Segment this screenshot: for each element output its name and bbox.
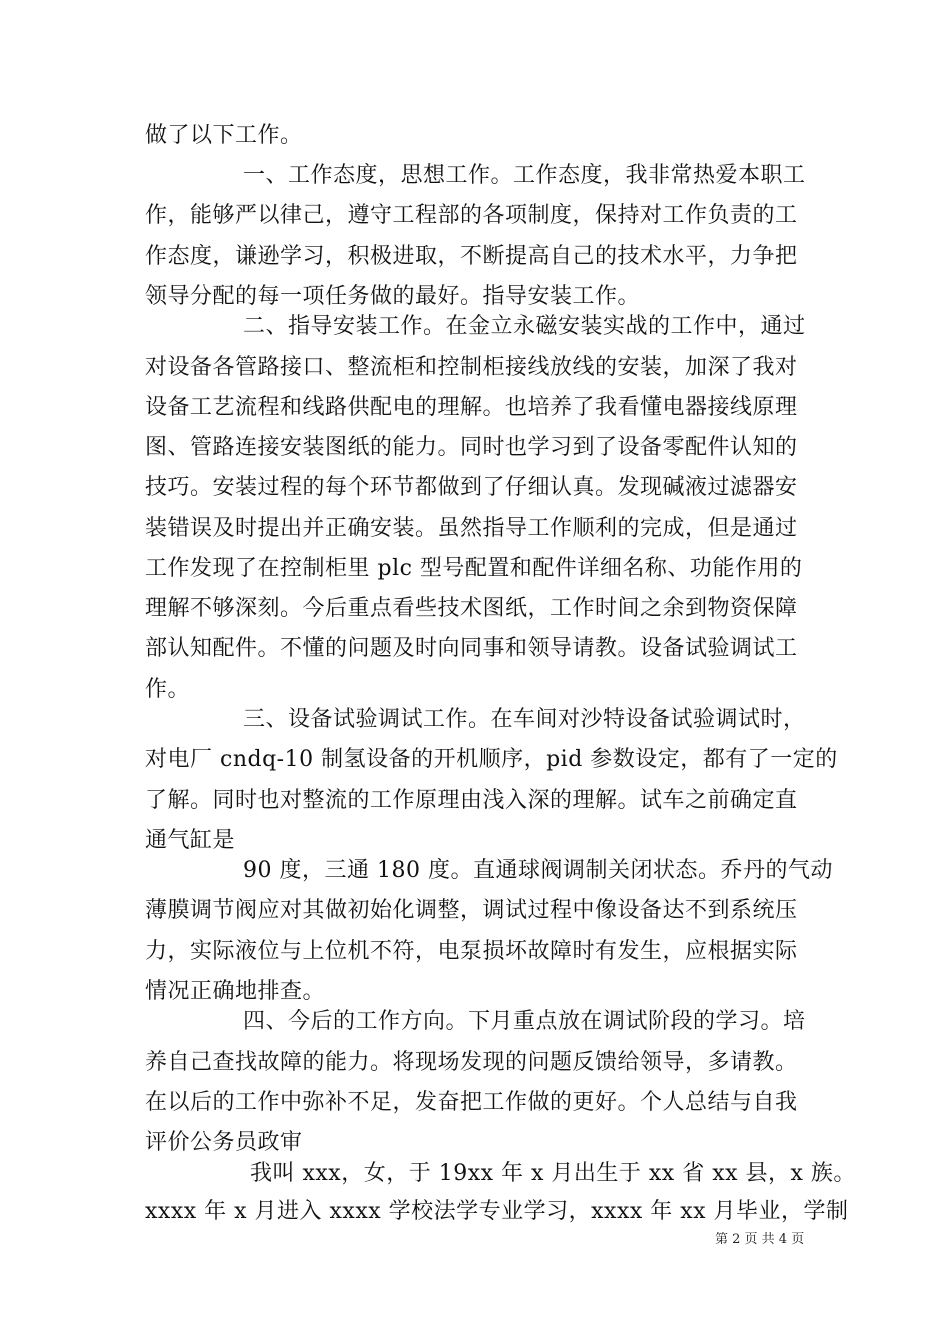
text-line: 理解不够深刻。今后重点看些技术图纸，工作时间之余到物资保障 bbox=[145, 596, 798, 621]
text-line: 领导分配的每一项任务做的最好。指导安装工作。 bbox=[145, 284, 641, 309]
text-line: xxxx 年 x 月进入 xxxx 学校法学专业学习，xxxx 年 xx 月毕业，学制 bbox=[145, 1199, 849, 1224]
text-line: 作态度，谦逊学习，积极进取，不断提高自己的技术水平，力争把 bbox=[145, 244, 798, 269]
text-line: 评价公务员政审 bbox=[145, 1130, 303, 1155]
paragraph-heading-2: 二、指导安装工作。在金立永磁安装实战的工作中，通过 bbox=[243, 314, 806, 339]
text-line: 对电厂 cndq-10 制氢设备的开机顺序，pid 参数设定，都有了一定的 bbox=[145, 747, 838, 772]
text-line: 装错误及时提出并正确安装。虽然指导工作顺利的完成，但是通过 bbox=[145, 516, 798, 541]
text-line: 设备工艺流程和线路供配电的理解。也培养了我看懂电器接线原理 bbox=[145, 395, 798, 420]
text-line: 部认知配件。不懂的问题及时向同事和领导请教。设备试验调试工 bbox=[145, 636, 798, 661]
text-line: 90 度，三通 180 度。直通球阀调制关闭状态。乔丹的气动 bbox=[243, 858, 833, 883]
paragraph-heading-1: 一、工作态度，思想工作。工作态度，我非常热爱本职工 bbox=[243, 163, 806, 188]
text-line: 对设备各管路接口、整流柜和控制柜接线放线的安装，加深了我对 bbox=[145, 355, 798, 380]
text-line: 工作发现了在控制柜里 plc 型号配置和配件详细名称、功能作用的 bbox=[145, 556, 803, 581]
text-line: 作。 bbox=[145, 677, 191, 702]
text-line: 在以后的工作中弥补不足，发奋把工作做的更好。个人总结与自我 bbox=[145, 1090, 798, 1115]
text-line: 薄膜调节阀应对其做初始化调整，调试过程中像设备达不到系统压 bbox=[145, 898, 798, 923]
text-line: 养自己查找故障的能力。将现场发现的问题反馈给领导，多请教。 bbox=[145, 1050, 798, 1075]
page-number-footer: 第 2 页 共 4 页 bbox=[715, 1232, 805, 1247]
paragraph-heading-4: 四、今后的工作方向。下月重点放在调试阶段的学习。培 bbox=[243, 1009, 806, 1034]
paragraph-heading-3: 三、设备试验调试工作。在车间对沙特设备试验调试时， bbox=[243, 707, 806, 732]
text-line: 图、管路连接安装图纸的能力。同时也学习到了设备零配件认知的 bbox=[145, 435, 798, 460]
text-line: 作，能够严以律己，遵守工程部的各项制度，保持对工作负责的工 bbox=[145, 203, 798, 228]
text-line: 力，实际液位与上位机不符，电泵损坏故障时有发生，应根据实际 bbox=[145, 939, 798, 964]
text-line: 了解。同时也对整流的工作原理由浅入深的理解。试车之前确定直 bbox=[145, 788, 798, 813]
text-line: 技巧。安装过程的每个环节都做到了仔细认真。发现碱液过滤器安 bbox=[145, 475, 798, 500]
text-line: 通气缸是 bbox=[145, 828, 236, 853]
text-line: 情况正确地排查。 bbox=[145, 979, 326, 1004]
text-line: 我叫 xxx，女，于 19xx 年 x 月出生于 xx 省 xx 县，x 族。 bbox=[250, 1161, 856, 1186]
text-line: 做了以下工作。 bbox=[145, 123, 303, 148]
